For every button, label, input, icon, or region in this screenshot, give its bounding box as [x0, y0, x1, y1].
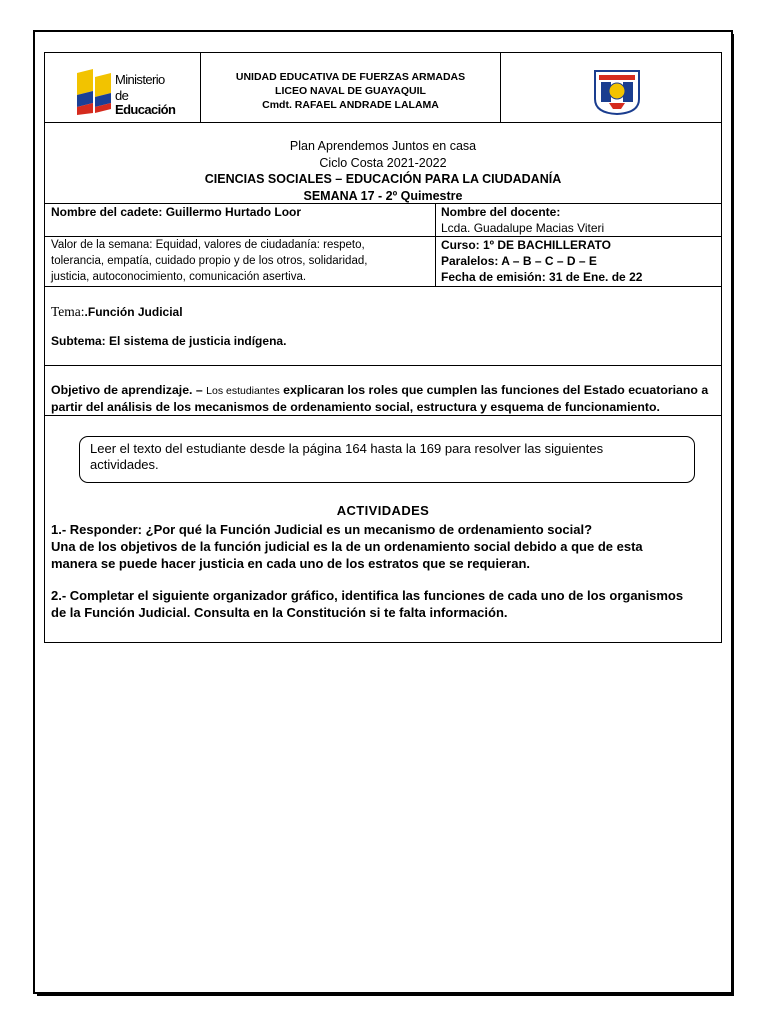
instruction-line-1: Leer el texto del estudiante desde la página 164 hasta la 169 para resolver las siguientes	[90, 441, 604, 456]
objetivo-label: Objetivo de aprendizaje.	[51, 383, 193, 397]
page-frame-shadow-bottom	[37, 993, 734, 996]
logo-text-educacion: Educación	[115, 102, 176, 117]
plan-week: SEMANA 17 - 2º Quimestre	[303, 188, 463, 203]
tema-value: .Función Judicial	[84, 305, 183, 319]
actividades-block	[51, 521, 721, 621]
naval-school-crest-icon	[593, 69, 641, 115]
objetivo-line-2: partir del análisis de los mecanismos de ordenamiento social, estructura y esquema de funcionamiento.	[51, 400, 660, 414]
ministerio-logo	[75, 69, 185, 117]
actividades-title: ACTIVIDADES	[336, 503, 430, 518]
objetivo-block	[51, 382, 721, 415]
curso-block	[441, 237, 642, 285]
school-line-1: UNIDAD EDUCATIVA DE FUERZAS ARMADAS	[235, 71, 466, 83]
logo-text-ministerio: Ministerio	[115, 72, 165, 87]
subtema: Subtema: El sistema de justicia indígena.	[51, 334, 287, 348]
plan-sheet	[44, 52, 722, 643]
objetivo-rest: explicaran los roles que cumplen las funciones del Estado ecuatoriano a	[279, 383, 709, 397]
school-line-3: Cmdt. RAFAEL ANDRADE LALAMA	[262, 99, 439, 111]
tema	[51, 304, 183, 320]
tema-bottom-line	[45, 365, 721, 366]
answer-1-line-1: Una de los objetivos de la función judicial es la de un ordenamiento social debido a que de esta	[51, 539, 643, 554]
answer-1-line-2: manera se puede hacer justicia en cada uno de los estratos que se requieran.	[51, 556, 531, 571]
cadete-name: Nombre del cadete: Guillermo Hurtado Loor	[51, 205, 302, 219]
school-line-2: LICEO NAVAL DE GUAYAQUIL	[275, 85, 426, 97]
page-frame-shadow-right	[731, 34, 734, 996]
objetivo-bottom-line	[45, 415, 721, 416]
question-1: 1.- Responder: ¿Por qué la Función Judicial es un mecanismo de ordenamiento social?	[51, 522, 593, 537]
plan-title-line-1: Plan Aprendemos Juntos en casa	[289, 139, 477, 153]
valor-semana	[51, 237, 435, 285]
plan-title-block	[45, 138, 721, 204]
info-bottom-line	[45, 286, 721, 287]
instruction-line-2: actividades.	[90, 457, 159, 472]
docente-name: Lcda. Guadalupe Macias Viteri	[441, 221, 605, 235]
question-2-line-2: de la Función Judicial. Consulta en la Constitución si te falta información.	[51, 605, 508, 620]
school-name-block	[201, 70, 500, 112]
valor-line-3: justicia, autoconocimiento, comunicación asertiva.	[51, 271, 307, 283]
paralelos: Paralelos: A – B – C – D – E	[441, 254, 597, 268]
fecha-emision: Fecha de emisión: 31 de Ene. de 22	[441, 270, 643, 284]
tema-label: Tema:	[51, 304, 85, 319]
docente-label: Nombre del docente:	[441, 205, 561, 219]
logo-text-de-educacion	[115, 89, 185, 117]
info-column-divider	[435, 203, 436, 286]
valor-line-2: tolerancia, empatía, cuidado propio y de los otros, solidaridad,	[51, 255, 368, 267]
objetivo-small: Los estudiantes	[206, 385, 280, 397]
header-divider-right	[500, 53, 501, 122]
instruction-box	[79, 436, 695, 483]
curso: Curso: 1º DE BACHILLERATO	[441, 238, 611, 252]
plan-title-line-2: Ciclo Costa 2021-2022	[319, 155, 447, 170]
valor-line-1: Valor de la semana: Equidad, valores de ciudadanía: respeto,	[51, 239, 365, 251]
logo-text-de: de	[115, 88, 129, 103]
question-2-line-1: 2.- Completar el siguiente organizador gráfico, identifica las funciones de cada uno de los organismos	[51, 588, 684, 603]
header-bottom-line	[45, 122, 721, 123]
ecuador-flag-icon	[75, 69, 115, 115]
plan-subject: CIENCIAS SOCIALES – EDUCACIÓN PARA LA CIUDADANÍA	[204, 172, 562, 186]
objetivo-dash: –	[192, 383, 207, 397]
